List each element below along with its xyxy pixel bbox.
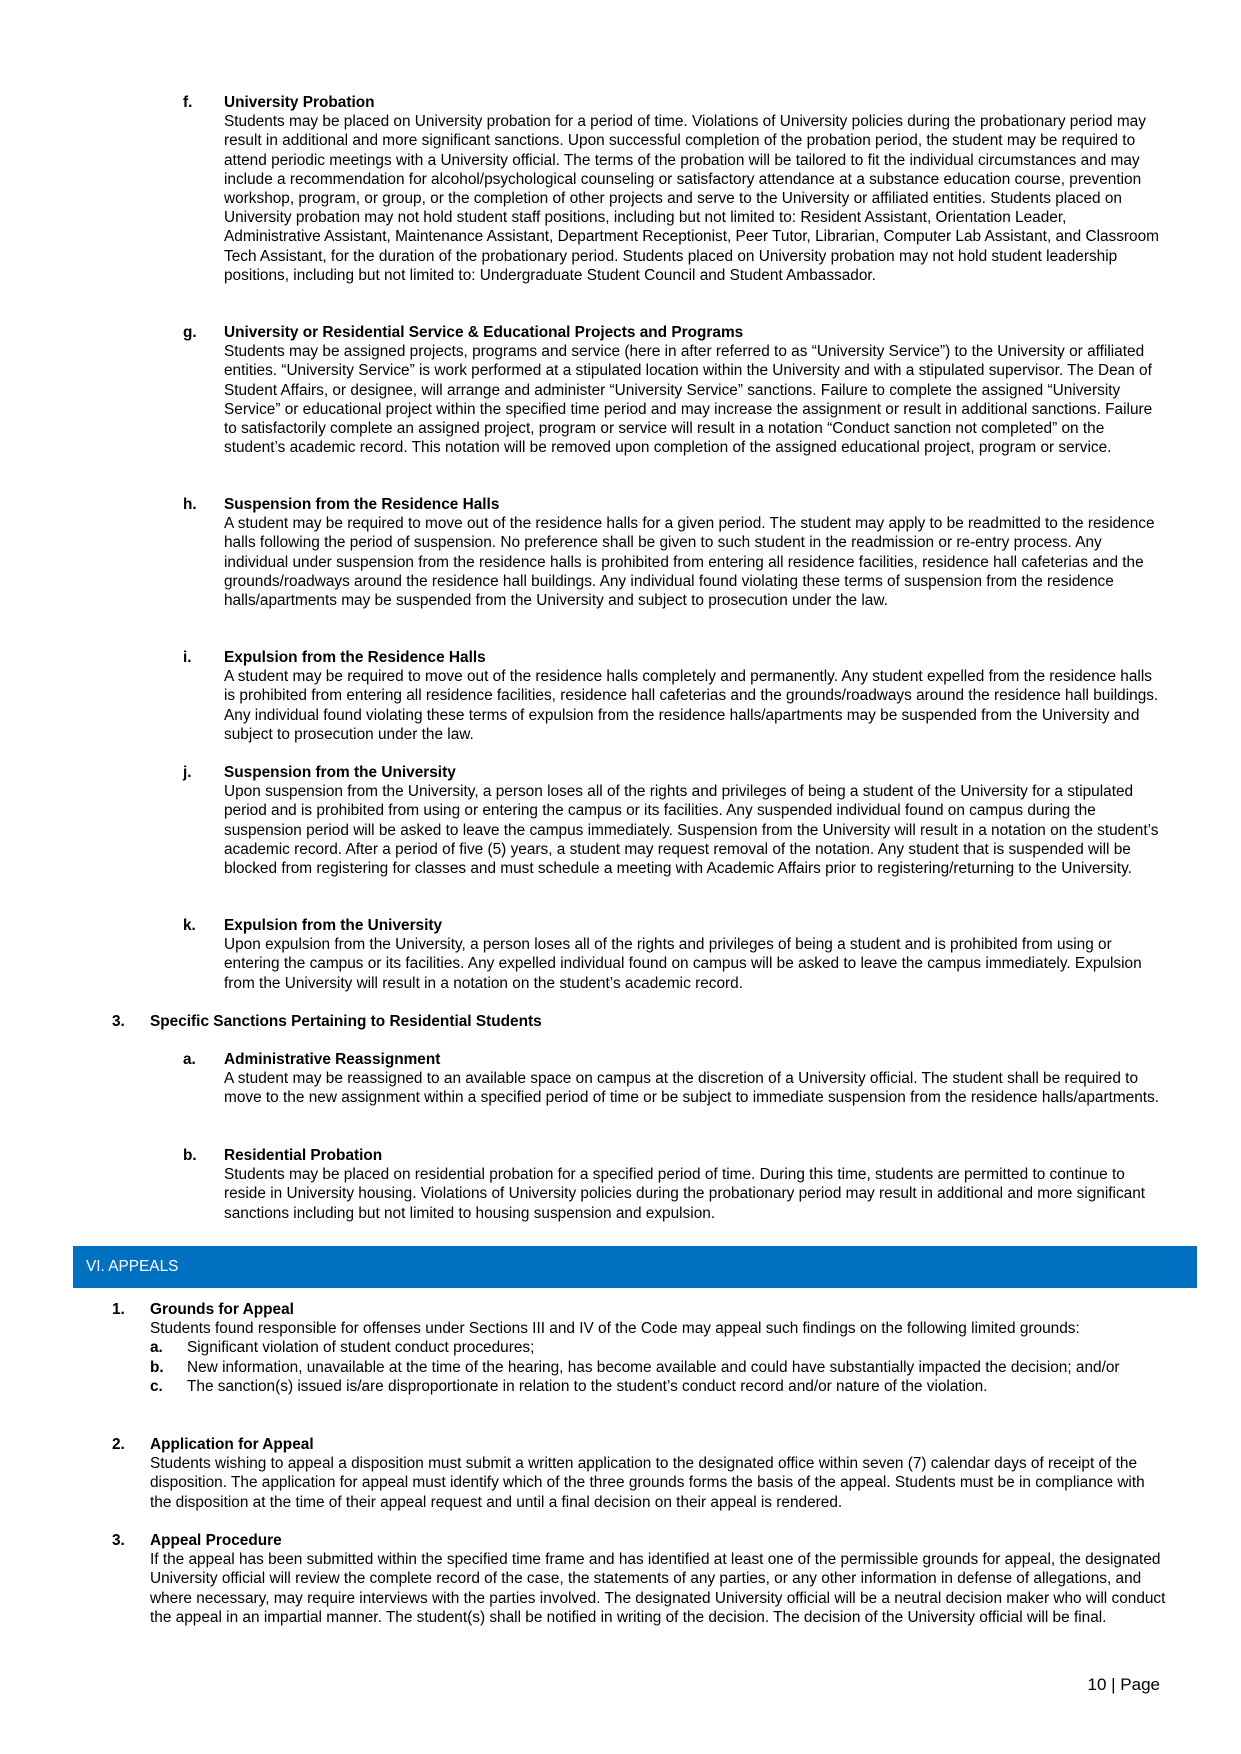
list-item (112, 1338, 1166, 1357)
section-3-heading (112, 1012, 1166, 1031)
list-item (112, 1358, 1166, 1377)
section-text: If the appeal has been submitted within the specified time frame and has identified at least one of the permissible grounds for appeal, the designated University official will review the complete record of the case, the statements of any parties, or any other information in defense of allegations, and where necessary, may require interviews with the parties involved. The designated University official will be a neutral decision maker who will conduct the appeal in an impartial manner. The student(s) shall be notified in writing of the decision. The decision of the University official will be final. (150, 1551, 1166, 1626)
residential-sanction-a (183, 1050, 1166, 1108)
appeal-procedure (112, 1531, 1166, 1627)
section-title: Application for Appeal (150, 1436, 314, 1453)
sanction-letter: h. (183, 496, 197, 513)
sanction-text: Students may be placed on University probation for a period of time. Violations of University policies during the probationary period may result in additional and more significant sanctions. Upon successful completion of the probation period, the student may be required to attend periodic meetings with a University official. The terms of the probation will be tailored to fit the individual circumstances and may include a recommendation for alcohol/psychological counseling or satisfactory attendance at a substance education course, prevention workshop, program, or group, or the completion of other projects and serve to the University or affiliated entities. Students placed on University probation may not hold student staff positions, including but not limited to: Resident Assistant, Orientation Leader, Administrative Assistant, Maintenance Assistant, Department Receptionist, Peer Tutor, Librarian, Computer Lab Assistant, and Classroom Tech Assistant, for the duration of the probationary period. Students placed on University probation may not hold student leadership positions, including but not limited to: Undergraduate Student Council and Student Ambassador. (224, 113, 1160, 284)
sanction-title: Expulsion from the Residence Halls (224, 649, 486, 666)
sanction-letter: a. (183, 1051, 196, 1068)
list-text: New information, unavailable at the time of the hearing, has become available and could have substantially impacted the decision; and/or (187, 1358, 1120, 1376)
sanction-g (183, 323, 1166, 457)
sanction-text: A student may be required to move out of the residence halls completely and permanently. Any student expelled from the residence halls is prohibited from entering all residence facilities, residence hall cafeterias and the grounds/roadways around the residence hall buildings. Any individual found violating these terms of expulsion from the residence halls/apartments may be suspended from the University and subject to prosecution under the law. (224, 668, 1159, 743)
sanction-letter: g. (183, 324, 197, 341)
section-title: Grounds for Appeal (150, 1301, 294, 1318)
residential-sanction-b (183, 1146, 1166, 1223)
sanction-title: Administrative Reassignment (224, 1051, 441, 1068)
sanction-text: Upon expulsion from the University, a person loses all of the rights and privileges of being a student and is prohibited from using or entering the campus or its facilities. Any expelled individual found on campus will be asked to leave the campus immediately. Expulsion from the University will result in a notation on the student’s academic record. (224, 936, 1142, 992)
section-number: 2. (112, 1436, 125, 1453)
sanction-text: Students may be placed on residential probation for a specified period of time. During this time, students are permitted to continue to reside in University housing. Violations of University policies during the probationary period may result in additional and more significant sanctions including but not limited to housing suspension and expulsion. (224, 1166, 1146, 1222)
sanction-f (183, 93, 1166, 285)
sanction-title: Expulsion from the University (224, 917, 443, 934)
sanction-h (183, 495, 1166, 610)
sanction-text: A student may be required to move out of the residence halls for a given period. The student may apply to be readmitted to the residence halls following the period of suspension. No preference shall be given to such student in the readmission or re-entry process. Any individual under suspension from the residence halls is prohibited from entering all residence facilities, residence hall cafeterias and the grounds/roadways around the residence hall buildings. Any individual found violating these terms of suspension from the residence halls/apartments may be suspended from the University and subject to prosecution under the law. (224, 515, 1155, 610)
sanction-letter: j. (183, 764, 192, 781)
page-number: 10 | Page (1087, 1675, 1160, 1694)
sanction-title: Residential Probation (224, 1147, 383, 1164)
section-banner-appeals (73, 1246, 1197, 1288)
sanction-text: A student may be reassigned to an available space on campus at the discretion of a University official. The student shall be required to move to the new assignment within a specified period of time or be subject to immediate suspension from the residence halls/apartments. (224, 1070, 1160, 1107)
sanction-title: University Probation (224, 94, 375, 111)
sanction-text: Students may be assigned projects, programs and service (here in after referred to as “University Service”) to the University or affiliated entities. “University Service” is work performed at a stipulated location within the University and with a stipulated supervisor. The Dean of Student Affairs, or designee, will arrange and administer “University Service” sanctions. Failure to complete the assigned “University Service” or educational project within the specified time period and may increase the assignment or result in additional sanctions. Failure to satisfactorily complete an assigned project, program or service will result in a notation “Conduct sanction not completed” on the student’s academic record. This notation will be removed upon completion of the assigned educational project, program or service. (224, 343, 1153, 457)
banner-title: VI. APPEALS (86, 1258, 179, 1275)
sanction-letter: i. (183, 649, 192, 666)
sanction-j (183, 763, 1166, 878)
section-number: 3. (112, 1532, 125, 1549)
list-item (112, 1377, 1166, 1396)
section-number: 1. (112, 1301, 125, 1318)
list-letter: a. (150, 1339, 163, 1357)
sanction-i (183, 648, 1166, 744)
sanction-title: Suspension from the University (224, 764, 456, 781)
appeal-application (112, 1435, 1166, 1512)
sanction-letter: f. (183, 94, 193, 111)
section-text: Students wishing to appeal a disposition must submit a written application to the designated office within seven (7) calendar days of receipt of the disposition. The application for appeal must identify which of the three grounds forms the basis of the appeal. Students must be in compliance with the disposition at the time of their appeal request and until a final decision on their appeal is rendered. (150, 1455, 1145, 1511)
section-title: Appeal Procedure (150, 1532, 282, 1549)
sanction-letter: k. (183, 917, 196, 934)
sanction-text: Upon suspension from the University, a person loses all of the rights and privileges of being a student of the University for a stipulated period and is prohibited from using or entering the campus or its facilities. Any suspended individual found on campus during the suspension period will be asked to leave the campus immediately. Suspension from the University will result in a notation on the student’s academic record. After a period of five (5) years, a student may request removal of the notation. Any student that is suspended will be blocked from registering for classes and must schedule a meeting with Academic Affairs prior to registering/returning to the University. (224, 783, 1159, 878)
sanction-title: Suspension from the Residence Halls (224, 496, 500, 513)
sanction-title: University or Residential Service & Educational Projects and Programs (224, 324, 744, 341)
appeal-grounds (112, 1300, 1166, 1396)
section-intro: Students found responsible for offenses under Sections III and IV of the Code may appeal such findings on the following limited grounds: (150, 1320, 1080, 1338)
list-text: The sanction(s) issued is/are disproportionate in relation to the student’s conduct record and/or nature of the violation. (187, 1377, 988, 1395)
list-text: Significant violation of student conduct procedures; (187, 1339, 535, 1357)
section-title: Specific Sanctions Pertaining to Residential Students (150, 1013, 542, 1030)
sanction-letter: b. (183, 1147, 197, 1164)
list-letter: c. (150, 1377, 163, 1395)
section-number: 3. (112, 1013, 125, 1030)
list-letter: b. (150, 1358, 164, 1376)
sanction-k (183, 916, 1166, 993)
